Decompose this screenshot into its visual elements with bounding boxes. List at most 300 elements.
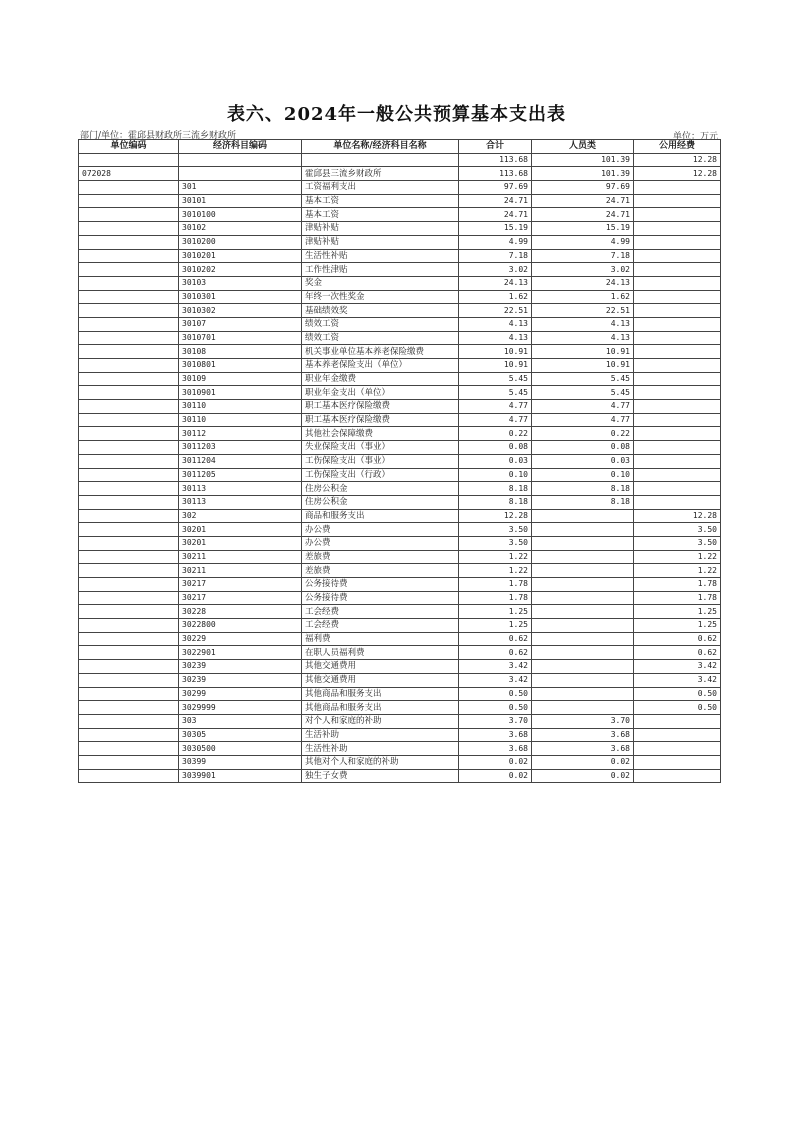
cell-name: 其他对个人和家庭的补助 (302, 755, 459, 769)
cell-unit-code (79, 755, 179, 769)
cell-total: 8.18 (459, 495, 532, 509)
cell-total: 4.99 (459, 235, 532, 249)
cell-personnel (532, 523, 634, 537)
cell-public (634, 441, 721, 455)
cell-unit-code (79, 564, 179, 578)
cell-unit-code (79, 359, 179, 373)
table-row (79, 701, 721, 715)
col-header-total: 合计 (459, 140, 532, 154)
cell-total: 1.78 (459, 578, 532, 592)
cell-personnel: 10.91 (532, 345, 634, 359)
cell-name: 失业保险支出（事业） (302, 441, 459, 455)
cell-unit-code (79, 523, 179, 537)
cell-personnel: 3.68 (532, 742, 634, 756)
table-row (79, 208, 721, 222)
table-row (79, 550, 721, 564)
cell-unit-code (79, 495, 179, 509)
cell-econ-code: 3022901 (179, 646, 302, 660)
table-row (79, 427, 721, 441)
cell-personnel: 0.02 (532, 755, 634, 769)
cell-personnel: 0.08 (532, 441, 634, 455)
cell-name (302, 153, 459, 167)
cell-name: 生活补助 (302, 728, 459, 742)
cell-name: 霍邱县三流乡财政所 (302, 167, 459, 181)
cell-econ-code: 30239 (179, 673, 302, 687)
cell-personnel (532, 550, 634, 564)
cell-econ-code: 3030500 (179, 742, 302, 756)
cell-econ-code: 30239 (179, 660, 302, 674)
cell-unit-code (79, 605, 179, 619)
table-row (79, 728, 721, 742)
cell-total: 0.02 (459, 755, 532, 769)
cell-public (634, 263, 721, 277)
cell-personnel: 24.71 (532, 194, 634, 208)
cell-name: 福利费 (302, 632, 459, 646)
cell-econ-code: 30211 (179, 550, 302, 564)
cell-name: 职业年金支出（单位） (302, 386, 459, 400)
table-row (79, 194, 721, 208)
cell-public: 3.42 (634, 673, 721, 687)
cell-total: 7.18 (459, 249, 532, 263)
cell-unit-code (79, 660, 179, 674)
cell-econ-code: 30229 (179, 632, 302, 646)
cell-public (634, 714, 721, 728)
cell-personnel (532, 687, 634, 701)
cell-econ-code: 30101 (179, 194, 302, 208)
col-header-public: 公用经费 (634, 140, 721, 154)
cell-name: 绩效工资 (302, 317, 459, 331)
cell-public (634, 181, 721, 195)
table-row (79, 181, 721, 195)
cell-total: 3.02 (459, 263, 532, 277)
cell-personnel (532, 605, 634, 619)
cell-public (634, 331, 721, 345)
cell-econ-code: 30228 (179, 605, 302, 619)
cell-personnel: 4.99 (532, 235, 634, 249)
cell-unit-code: 072028 (79, 167, 179, 181)
cell-personnel: 4.13 (532, 317, 634, 331)
cell-personnel: 22.51 (532, 304, 634, 318)
cell-name: 住房公积金 (302, 495, 459, 509)
cell-total: 4.77 (459, 413, 532, 427)
cell-total: 24.13 (459, 276, 532, 290)
cell-personnel: 24.71 (532, 208, 634, 222)
cell-econ-code: 30201 (179, 536, 302, 550)
cell-econ-code: 30211 (179, 564, 302, 578)
cell-total: 0.03 (459, 454, 532, 468)
cell-total: 15.19 (459, 222, 532, 236)
cell-total: 113.68 (459, 153, 532, 167)
cell-unit-code (79, 153, 179, 167)
cell-econ-code: 30113 (179, 482, 302, 496)
cell-unit-code (79, 427, 179, 441)
cell-total: 5.45 (459, 372, 532, 386)
cell-public (634, 290, 721, 304)
cell-public: 1.78 (634, 591, 721, 605)
cell-name: 工作性津贴 (302, 263, 459, 277)
budget-table (78, 139, 721, 783)
cell-personnel: 101.39 (532, 167, 634, 181)
table-row (79, 468, 721, 482)
table-row (79, 454, 721, 468)
table-row (79, 317, 721, 331)
table-row (79, 632, 721, 646)
cell-total: 10.91 (459, 345, 532, 359)
cell-public (634, 276, 721, 290)
cell-econ-code: 3011204 (179, 454, 302, 468)
cell-name: 工资福利支出 (302, 181, 459, 195)
table-row (79, 372, 721, 386)
cell-personnel: 8.18 (532, 495, 634, 509)
cell-econ-code: 30110 (179, 400, 302, 414)
cell-name: 在职人员福利费 (302, 646, 459, 660)
cell-econ-code: 30399 (179, 755, 302, 769)
cell-econ-code: 3010302 (179, 304, 302, 318)
cell-name: 基础绩效奖 (302, 304, 459, 318)
cell-total: 1.25 (459, 605, 532, 619)
cell-public (634, 222, 721, 236)
cell-public: 0.50 (634, 701, 721, 715)
cell-total: 0.08 (459, 441, 532, 455)
cell-public (634, 769, 721, 783)
cell-econ-code: 3011205 (179, 468, 302, 482)
table-row (79, 578, 721, 592)
cell-unit-code (79, 632, 179, 646)
cell-unit-code (79, 276, 179, 290)
cell-econ-code: 30102 (179, 222, 302, 236)
cell-public: 3.50 (634, 536, 721, 550)
cell-name: 奖金 (302, 276, 459, 290)
table-row (79, 386, 721, 400)
cell-total: 0.50 (459, 687, 532, 701)
cell-personnel: 101.39 (532, 153, 634, 167)
cell-econ-code: 3010201 (179, 249, 302, 263)
cell-personnel: 1.62 (532, 290, 634, 304)
cell-total: 3.68 (459, 728, 532, 742)
cell-total: 4.13 (459, 331, 532, 345)
cell-total: 12.28 (459, 509, 532, 523)
cell-total: 24.71 (459, 194, 532, 208)
cell-personnel: 5.45 (532, 372, 634, 386)
table-row (79, 509, 721, 523)
cell-econ-code: 30201 (179, 523, 302, 537)
cell-personnel: 3.68 (532, 728, 634, 742)
cell-unit-code (79, 509, 179, 523)
cell-econ-code: 3010901 (179, 386, 302, 400)
cell-unit-code (79, 536, 179, 550)
cell-public: 0.62 (634, 632, 721, 646)
cell-unit-code (79, 578, 179, 592)
table-row (79, 276, 721, 290)
cell-econ-code: 30305 (179, 728, 302, 742)
cell-unit-code (79, 372, 179, 386)
table-row (79, 441, 721, 455)
cell-total: 1.62 (459, 290, 532, 304)
table-row (79, 742, 721, 756)
cell-public: 1.22 (634, 564, 721, 578)
table-row (79, 249, 721, 263)
cell-personnel: 7.18 (532, 249, 634, 263)
cell-total: 0.62 (459, 632, 532, 646)
cell-name: 其他交通费用 (302, 660, 459, 674)
table-row (79, 769, 721, 783)
cell-name: 其他商品和服务支出 (302, 687, 459, 701)
cell-unit-code (79, 769, 179, 783)
cell-personnel: 10.91 (532, 359, 634, 373)
cell-public (634, 482, 721, 496)
cell-econ-code: 30217 (179, 578, 302, 592)
cell-total: 5.45 (459, 386, 532, 400)
cell-name: 基本养老保险支出（单位） (302, 359, 459, 373)
cell-public (634, 413, 721, 427)
cell-public (634, 728, 721, 742)
cell-name: 绩效工资 (302, 331, 459, 345)
cell-public (634, 495, 721, 509)
cell-econ-code: 30103 (179, 276, 302, 290)
cell-public (634, 208, 721, 222)
cell-unit-code (79, 482, 179, 496)
cell-public (634, 742, 721, 756)
cell-name: 基本工资 (302, 208, 459, 222)
cell-public: 1.25 (634, 605, 721, 619)
table-row (79, 536, 721, 550)
cell-total: 97.69 (459, 181, 532, 195)
cell-unit-code (79, 441, 179, 455)
cell-public (634, 427, 721, 441)
cell-econ-code: 3010100 (179, 208, 302, 222)
cell-name: 对个人和家庭的补助 (302, 714, 459, 728)
cell-personnel: 15.19 (532, 222, 634, 236)
cell-unit-code (79, 728, 179, 742)
table-row (79, 263, 721, 277)
cell-public: 3.50 (634, 523, 721, 537)
cell-unit-code (79, 687, 179, 701)
cell-name: 津贴补贴 (302, 222, 459, 236)
cell-total: 8.18 (459, 482, 532, 496)
cell-econ-code: 303 (179, 714, 302, 728)
cell-personnel: 0.10 (532, 468, 634, 482)
table-row (79, 523, 721, 537)
cell-public: 3.42 (634, 660, 721, 674)
table-row (79, 564, 721, 578)
cell-unit-code (79, 181, 179, 195)
table-row (79, 687, 721, 701)
table-row (79, 235, 721, 249)
cell-unit-code (79, 208, 179, 222)
cell-personnel: 24.13 (532, 276, 634, 290)
cell-unit-code (79, 454, 179, 468)
cell-name: 津贴补贴 (302, 235, 459, 249)
cell-name: 办公费 (302, 536, 459, 550)
cell-total: 3.68 (459, 742, 532, 756)
cell-personnel: 8.18 (532, 482, 634, 496)
cell-econ-code: 30113 (179, 495, 302, 509)
cell-personnel (532, 632, 634, 646)
page-title: 表六、2024年一般公共预算基本支出表 (226, 104, 567, 125)
department-label: 部门/单位：霍邱县财政所三流乡财政所 (80, 131, 237, 141)
cell-name: 工伤保险支出（行政） (302, 468, 459, 482)
cell-unit-code (79, 235, 179, 249)
cell-total: 0.10 (459, 468, 532, 482)
table-row (79, 345, 721, 359)
cell-public (634, 304, 721, 318)
header-row (79, 140, 721, 154)
cell-name: 商品和服务支出 (302, 509, 459, 523)
cell-total: 10.91 (459, 359, 532, 373)
cell-econ-code: 3010801 (179, 359, 302, 373)
cell-total: 4.77 (459, 400, 532, 414)
cell-econ-code: 30112 (179, 427, 302, 441)
cell-personnel (532, 619, 634, 633)
table-row (79, 331, 721, 345)
cell-total: 1.22 (459, 564, 532, 578)
cell-name: 职工基本医疗保险缴费 (302, 400, 459, 414)
cell-personnel (532, 660, 634, 674)
table-row (79, 714, 721, 728)
cell-personnel: 3.70 (532, 714, 634, 728)
cell-total: 4.13 (459, 317, 532, 331)
table-row (79, 359, 721, 373)
col-header-unit-code: 单位编码 (79, 140, 179, 154)
cell-econ-code: 3029999 (179, 701, 302, 715)
cell-unit-code (79, 468, 179, 482)
cell-public (634, 345, 721, 359)
cell-personnel: 4.77 (532, 413, 634, 427)
cell-personnel (532, 646, 634, 660)
cell-name: 工伤保险支出（事业） (302, 454, 459, 468)
cell-total: 3.70 (459, 714, 532, 728)
cell-econ-code: 3010202 (179, 263, 302, 277)
cell-personnel: 0.03 (532, 454, 634, 468)
cell-name: 独生子女费 (302, 769, 459, 783)
cell-public: 12.28 (634, 153, 721, 167)
cell-personnel (532, 509, 634, 523)
cell-name: 差旅费 (302, 564, 459, 578)
cell-public: 1.25 (634, 619, 721, 633)
cell-econ-code: 3010701 (179, 331, 302, 345)
cell-econ-code (179, 153, 302, 167)
table-row (79, 167, 721, 181)
cell-total: 0.22 (459, 427, 532, 441)
cell-unit-code (79, 714, 179, 728)
cell-personnel: 3.02 (532, 263, 634, 277)
cell-total: 1.25 (459, 619, 532, 633)
cell-total: 24.71 (459, 208, 532, 222)
cell-name: 其他社会保障缴费 (302, 427, 459, 441)
cell-personnel: 0.22 (532, 427, 634, 441)
cell-name: 公务接待费 (302, 591, 459, 605)
cell-public (634, 386, 721, 400)
cell-public: 0.50 (634, 687, 721, 701)
cell-name: 差旅费 (302, 550, 459, 564)
cell-personnel (532, 536, 634, 550)
cell-unit-code (79, 290, 179, 304)
cell-name: 生活性补助 (302, 742, 459, 756)
cell-public (634, 400, 721, 414)
cell-unit-code (79, 742, 179, 756)
cell-personnel: 0.02 (532, 769, 634, 783)
cell-personnel (532, 673, 634, 687)
cell-unit-code (79, 194, 179, 208)
cell-total: 3.50 (459, 523, 532, 537)
cell-name: 年终一次性奖金 (302, 290, 459, 304)
cell-public (634, 359, 721, 373)
cell-total: 0.50 (459, 701, 532, 715)
cell-personnel (532, 591, 634, 605)
cell-name: 工会经费 (302, 619, 459, 633)
cell-total: 1.22 (459, 550, 532, 564)
table-row (79, 482, 721, 496)
cell-econ-code: 30109 (179, 372, 302, 386)
table-row (79, 619, 721, 633)
cell-total: 0.62 (459, 646, 532, 660)
cell-public (634, 235, 721, 249)
col-header-econ-code: 经济科目编码 (179, 140, 302, 154)
cell-name: 职业年金缴费 (302, 372, 459, 386)
table-row (79, 400, 721, 414)
table-row (79, 290, 721, 304)
unit-label: 单位：万元 (672, 132, 718, 142)
cell-public: 0.62 (634, 646, 721, 660)
cell-public: 12.28 (634, 509, 721, 523)
cell-total: 3.50 (459, 536, 532, 550)
table-row (79, 673, 721, 687)
table-row (79, 591, 721, 605)
cell-name: 工会经费 (302, 605, 459, 619)
cell-total: 0.02 (459, 769, 532, 783)
cell-public: 1.78 (634, 578, 721, 592)
cell-unit-code (79, 591, 179, 605)
cell-econ-code: 30299 (179, 687, 302, 701)
cell-public (634, 755, 721, 769)
cell-econ-code: 302 (179, 509, 302, 523)
cell-unit-code (79, 619, 179, 633)
col-header-personnel: 人员类 (532, 140, 634, 154)
cell-public (634, 317, 721, 331)
cell-personnel: 5.45 (532, 386, 634, 400)
cell-unit-code (79, 331, 179, 345)
table-row (79, 495, 721, 509)
cell-econ-code: 3039901 (179, 769, 302, 783)
cell-unit-code (79, 345, 179, 359)
col-header-name: 单位名称/经济科目名称 (302, 140, 459, 154)
cell-total: 1.78 (459, 591, 532, 605)
cell-total: 22.51 (459, 304, 532, 318)
table-row (79, 755, 721, 769)
cell-public: 12.28 (634, 167, 721, 181)
cell-unit-code (79, 317, 179, 331)
cell-name: 职工基本医疗保险缴费 (302, 413, 459, 427)
cell-name: 住房公积金 (302, 482, 459, 496)
cell-total: 3.42 (459, 660, 532, 674)
cell-personnel: 4.77 (532, 400, 634, 414)
cell-econ-code: 3010301 (179, 290, 302, 304)
cell-unit-code (79, 701, 179, 715)
cell-public (634, 249, 721, 263)
cell-total: 113.68 (459, 167, 532, 181)
cell-name: 其他交通费用 (302, 673, 459, 687)
cell-name: 其他商品和服务支出 (302, 701, 459, 715)
cell-name: 生活性补贴 (302, 249, 459, 263)
cell-unit-code (79, 263, 179, 277)
cell-public: 1.22 (634, 550, 721, 564)
cell-unit-code (79, 550, 179, 564)
cell-econ-code: 30110 (179, 413, 302, 427)
cell-name: 机关事业单位基本养老保险缴费 (302, 345, 459, 359)
cell-econ-code (179, 167, 302, 181)
cell-econ-code: 301 (179, 181, 302, 195)
table-row (79, 660, 721, 674)
